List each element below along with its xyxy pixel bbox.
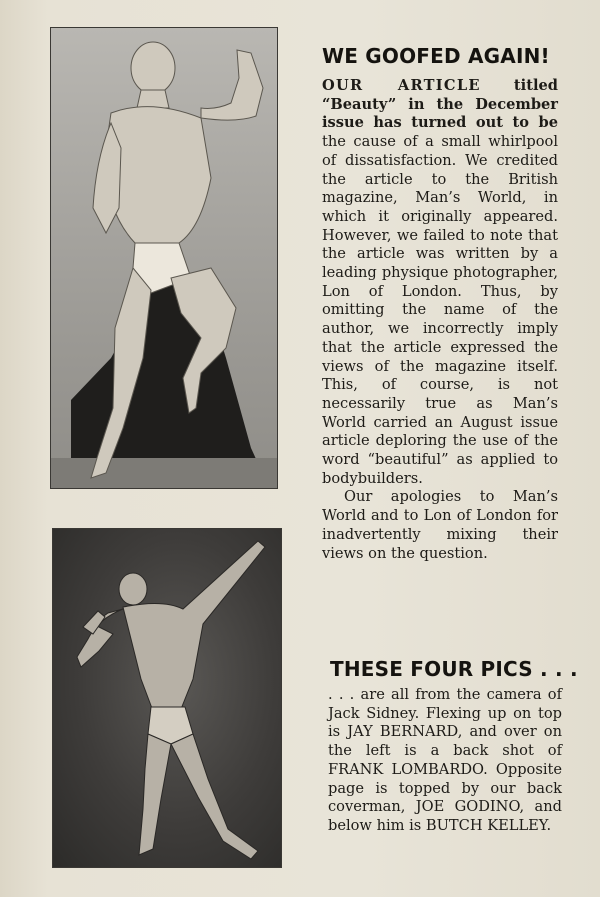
lead-in-bold: titled “Beauty” in the December issue has turned out to be: [322, 77, 558, 132]
article-body-text: the cause of a small whirlpool of dissatisfaction. We credited the article to the British magazine, Man’s World, in which it originally appeared. However, we failed to note that the article was written by a leading physique photographer, Lon of London. Thus, by omitting the name of the author, we incorrectly imply that the article expressed the views of the magazine itself. This, of course, is not necessarily true as Man’s World carried an August issue article deploring the use of the word “beautiful” as applied to bodybuilders.: [322, 133, 558, 487]
photo-frank-lombardo-back-pose: [52, 528, 282, 868]
caption-paragraph: . . . are all from the camera of Jack Sidney. Flexing up on top is JAY BERNARD, and over on the left is a back shot of FRANK LOMBARDO. Opposite page is topped by our back coverman, JOE GODINO, and below him is BUTCH KELLEY.: [328, 686, 562, 834]
heading-we-goofed-again: WE GOOFED AGAIN!: [322, 44, 550, 68]
article-paragraph-2: Our apologies to Man’s World and to Lon of London for inadvertently mixing their views on the question.: [322, 488, 558, 562]
lead-in-caps: OUR ARTICLE: [322, 77, 481, 94]
photo-figure-1: [51, 28, 277, 488]
article-paragraph-1: [322, 77, 558, 488]
article-we-goofed-again: [322, 77, 558, 563]
photo-figure-2: [53, 529, 281, 867]
heading-these-four-pics: THESE FOUR PICS . . .: [330, 657, 578, 681]
article-these-four-pics: [328, 686, 562, 836]
photo-jay-bernard-front-flex: [50, 27, 278, 489]
